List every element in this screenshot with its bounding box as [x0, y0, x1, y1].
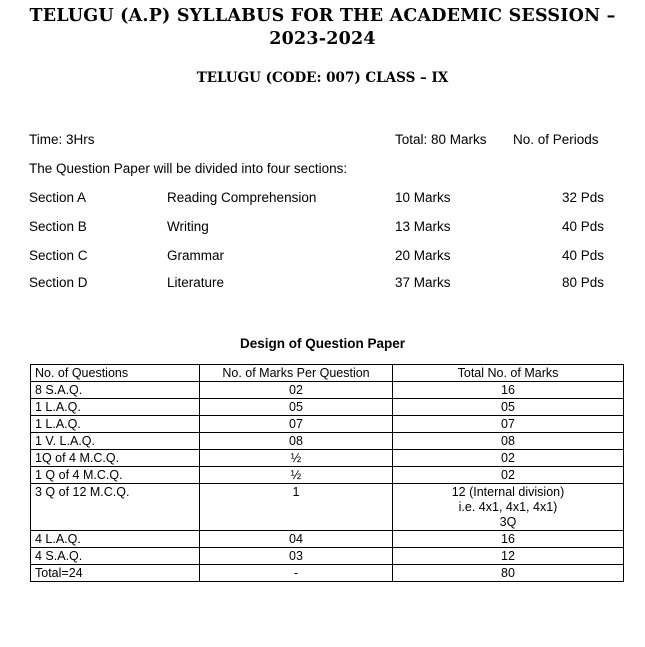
questions-cell: 1 L.A.Q.	[31, 416, 200, 433]
total-marks-cell: 07	[393, 416, 624, 433]
section-periods: 40 Pds	[561, 219, 604, 234]
section-topic: Literature	[167, 275, 225, 290]
section-name: Section A	[29, 190, 87, 205]
total-marks-label: Total: 80 Marks	[395, 132, 487, 147]
questions-cell: 8 S.A.Q.	[31, 382, 200, 399]
column-header: No. of Marks Per Question	[200, 365, 393, 382]
questions-cell: 4 L.A.Q.	[31, 531, 200, 548]
section-topic: Reading Comprehension	[167, 190, 317, 205]
questions-cell: 1 V. L.A.Q.	[31, 433, 200, 450]
table-row	[31, 467, 624, 484]
section-topic: Writing	[167, 219, 209, 234]
table-total-row	[31, 565, 624, 582]
marks-per-question-cell: 07	[200, 416, 393, 433]
marks-per-question-cell: 08	[200, 433, 393, 450]
table-row	[31, 433, 624, 450]
section-marks: 37 Marks	[395, 275, 451, 290]
marks-per-question-cell: ½	[200, 450, 393, 467]
questions-cell: 1Q of 4 M.C.Q.	[31, 450, 200, 467]
section-name: Section D	[29, 275, 88, 290]
section-periods: 32 Pds	[561, 190, 604, 205]
total-marks-cell: 08	[393, 433, 624, 450]
section-topic: Grammar	[167, 248, 224, 263]
marks-per-question-cell: 02	[200, 382, 393, 399]
table-row	[31, 416, 624, 433]
design-heading: Design of Question Paper	[239, 336, 406, 351]
sections-note: The Question Paper will be divided into four sections:	[29, 161, 348, 176]
total-marks-cell: 02	[393, 467, 624, 484]
marks-per-question-cell: -	[200, 565, 393, 582]
section-marks: 13 Marks	[395, 219, 451, 234]
marks-per-question-cell: 04	[200, 531, 393, 548]
questions-cell: 1 L.A.Q.	[31, 399, 200, 416]
section-marks: 20 Marks	[395, 248, 451, 263]
table-row	[31, 450, 624, 467]
section-name: Section C	[29, 248, 88, 263]
table-row	[31, 399, 624, 416]
title-line-2: 2023-2024	[269, 29, 376, 49]
table-header-row	[31, 365, 624, 382]
marks-per-question-cell: 1	[200, 484, 393, 531]
questions-cell: 3 Q of 12 M.C.Q.	[31, 484, 200, 531]
document-subtitle: TELUGU (CODE: 007) CLASS – IX	[196, 70, 449, 86]
questions-cell: 1 Q of 4 M.C.Q.	[31, 467, 200, 484]
column-header: Total No. of Marks	[393, 365, 624, 382]
table-row	[31, 531, 624, 548]
section-periods: 40 Pds	[561, 248, 604, 263]
section-name: Section B	[29, 219, 87, 234]
column-header: No. of Questions	[31, 365, 200, 382]
marks-per-question-cell: 03	[200, 548, 393, 565]
section-periods: 80 Pds	[561, 275, 604, 290]
time-label: Time: 3Hrs	[29, 132, 95, 147]
questions-cell: 4 S.A.Q.	[31, 548, 200, 565]
questions-cell: Total=24	[31, 565, 200, 582]
total-marks-cell: 12	[393, 548, 624, 565]
total-marks-cell: 12 (Internal division) i.e. 4x1, 4x1, 4x1) 3Q	[393, 484, 624, 531]
total-marks-cell: 16	[393, 531, 624, 548]
marks-per-question-cell: 05	[200, 399, 393, 416]
title-line-1: TELUGU (A.P) SYLLABUS FOR THE ACADEMIC SESSION –	[29, 6, 616, 26]
question-paper-table	[30, 364, 624, 582]
total-marks-cell: 02	[393, 450, 624, 467]
document-title	[0, 5, 645, 51]
table-row	[31, 548, 624, 565]
periods-column-label: No. of Periods	[513, 132, 599, 147]
total-marks-cell: 05	[393, 399, 624, 416]
total-marks-cell: 80	[393, 565, 624, 582]
section-marks: 10 Marks	[395, 190, 451, 205]
table-row	[31, 382, 624, 399]
marks-per-question-cell: ½	[200, 467, 393, 484]
table-row	[31, 484, 624, 531]
total-marks-cell: 16	[393, 382, 624, 399]
